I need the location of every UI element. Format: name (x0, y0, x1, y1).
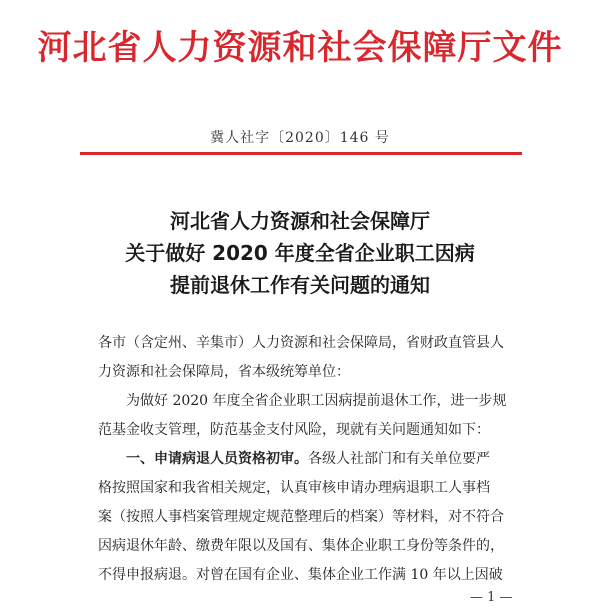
addressee-line-1: 各市（含定州、辛集市）人力资源和社会保障局，省财政直管县人 (98, 335, 504, 351)
section-1-first-line (98, 445, 518, 474)
notice-title-line-1: 河北省人力资源和社会保障厅 (170, 209, 430, 233)
document-number: 冀人社字〔2020〕146 号 (210, 130, 390, 146)
section-1-line-5: 不得申报病退。对曾在国有企业、集体企业工作满 10 年以上因破 (98, 567, 503, 583)
page-number: — 1 — (470, 590, 513, 605)
document-issuer-title: 河北省人力资源和社会保障厅文件 (37, 28, 563, 68)
section-1-line-2: 格按照国家和我省相关规定，认真审核申请办理病退职工人事档 (98, 480, 490, 496)
section-1-line-4: 因病退休年龄、缴费年限以及国有、集体企业职工身份等条件的， (98, 538, 504, 554)
notice-title-line-3: 提前退休工作有关问题的通知 (170, 273, 430, 297)
red-divider-line (80, 152, 522, 155)
intro-line-2: 范基金收支管理，防范基金支付风险，现就有关问题通知如下： (98, 422, 490, 438)
notice-title-line-2: 关于做好 2020 年度全省企业职工因病 (125, 241, 475, 265)
section-1-line-3: 案（按照人事档案管理规定规范整理后的档案）等材料，对不符合 (98, 509, 504, 525)
notice-title (0, 205, 600, 301)
notice-body (98, 329, 518, 590)
addressee-line-2: 力资源和社会保障局，省本级统筹单位： (98, 364, 350, 380)
section-1-line-1-text: 各级人社部门和有关单位要严 (308, 451, 490, 467)
section-1-heading: 一、申请病退人员资格初审。 (126, 451, 308, 467)
intro-line-1: 为做好 2020 年度全省企业职工因病提前退休工作，进一步规 (126, 393, 507, 409)
